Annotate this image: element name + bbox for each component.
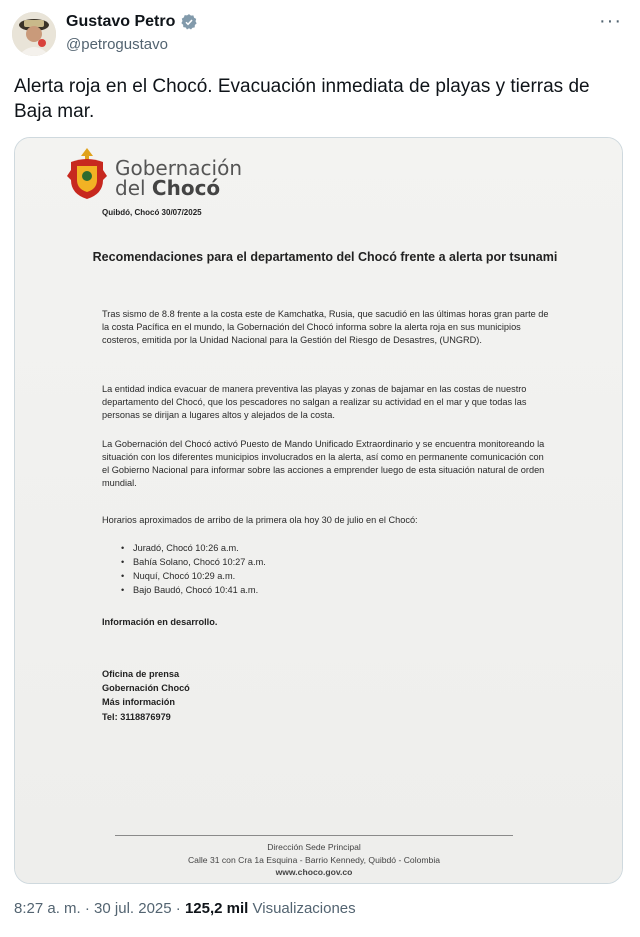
- arrival-times-list: [121, 541, 421, 597]
- document-paragraph-4: Horarios aproximados de arribo de la primera ola hoy 30 de julio en el Chocó:: [102, 515, 418, 525]
- arrival-item: • Bahía Solano, Chocó 10:27 a.m.: [121, 555, 421, 569]
- tweet-date[interactable]: 30 jul. 2025: [94, 900, 172, 917]
- footer-website: www.choco.gov.co: [275, 867, 353, 877]
- document-place-date: Quibdó, Chocó 30/07/2025: [102, 208, 202, 217]
- meta-separator: ·: [171, 900, 185, 917]
- document-title: Recomendaciones para el departamento del Chocó frente a alerta por tsunami: [92, 250, 558, 264]
- author-avatar[interactable]: [12, 12, 56, 56]
- author-handle[interactable]: @petrogustavo: [66, 36, 168, 53]
- author-name[interactable]: Gustavo Petro: [66, 13, 176, 30]
- arrival-item: • Bajo Baudó, Chocó 10:41 a.m.: [121, 583, 421, 597]
- org-name-prefix: del: [115, 176, 152, 200]
- document-footer: [115, 841, 513, 879]
- author-name-row[interactable]: [66, 13, 198, 31]
- arrival-item: • Nuquí, Chocó 10:29 a.m.: [121, 569, 421, 583]
- views-count[interactable]: 125,2 mil: [184, 900, 249, 917]
- org-name-line1: Gobernación: [115, 156, 243, 180]
- document-page: [15, 138, 622, 883]
- more-options-icon[interactable]: ···: [599, 10, 622, 32]
- document-paragraph-1: Tras sismo de 8.8 frente a la costa este de Kamchatka, Rusia, que sacudió en las últimas horas gran parte de la costa Pacífica en el mundo, la Gobernación del Chocó informa sobre la alerta roja en sus municipios costeros, emitida por la Unidad Nacional para la Gestión del Riesgo de Desastres, (UNGRD).: [102, 309, 549, 345]
- footer-divider: [115, 835, 513, 836]
- document-paragraph-2: La entidad indica evacuar de manera preventiva las playas y zonas de bajamar en las costas de nuestro departamento del Chocó, que los pescadores no salgan a realizar su actividad en el mar y que todas las personas se dirijan a lugares altos y alejados de la costa.: [102, 384, 527, 420]
- tweet-time[interactable]: 8:27 a. m.: [14, 900, 81, 917]
- in-progress-note: Información en desarrollo.: [102, 617, 218, 627]
- contact-phone: Tel: 3118876979: [102, 712, 171, 722]
- contact-line: Gobernación Chocó: [102, 683, 190, 693]
- contact-line: Oficina de prensa: [102, 669, 180, 679]
- coat-of-arms-logo: [67, 146, 107, 200]
- tweet-media-image[interactable]: [14, 137, 623, 884]
- views-label[interactable]: Visualizaciones: [248, 900, 356, 917]
- verified-badge-icon: [180, 13, 198, 31]
- tweet-meta: [14, 900, 356, 917]
- contact-line: Más información: [102, 697, 176, 707]
- footer-line1: Dirección Sede Principal: [267, 842, 361, 852]
- arrival-item: • Juradó, Chocó 10:26 a.m.: [121, 541, 421, 555]
- meta-separator: ·: [80, 900, 95, 917]
- org-name-line2: [115, 176, 220, 200]
- org-name-bold: Chocó: [151, 176, 221, 200]
- document-paragraph-3: La Gobernación del Chocó activó Puesto de Mando Unificado Extraordinario y se encuentra monitoreando la situación con los diferentes municipios involucrados en la alerta, así como en permanente comunicación con el Gobierno Nacional para informar sobre las acciones a emprender luego de esta situación natural de orden mundial.: [102, 439, 545, 488]
- tweet-header: [0, 0, 640, 62]
- footer-address: Calle 31 con Cra 1a Esquina - Barrio Kennedy, Quibdó - Colombia: [187, 854, 441, 865]
- tweet-text: Alerta roja en el Chocó. Evacuación inmediata de playas y tierras de Baja mar.: [14, 76, 590, 122]
